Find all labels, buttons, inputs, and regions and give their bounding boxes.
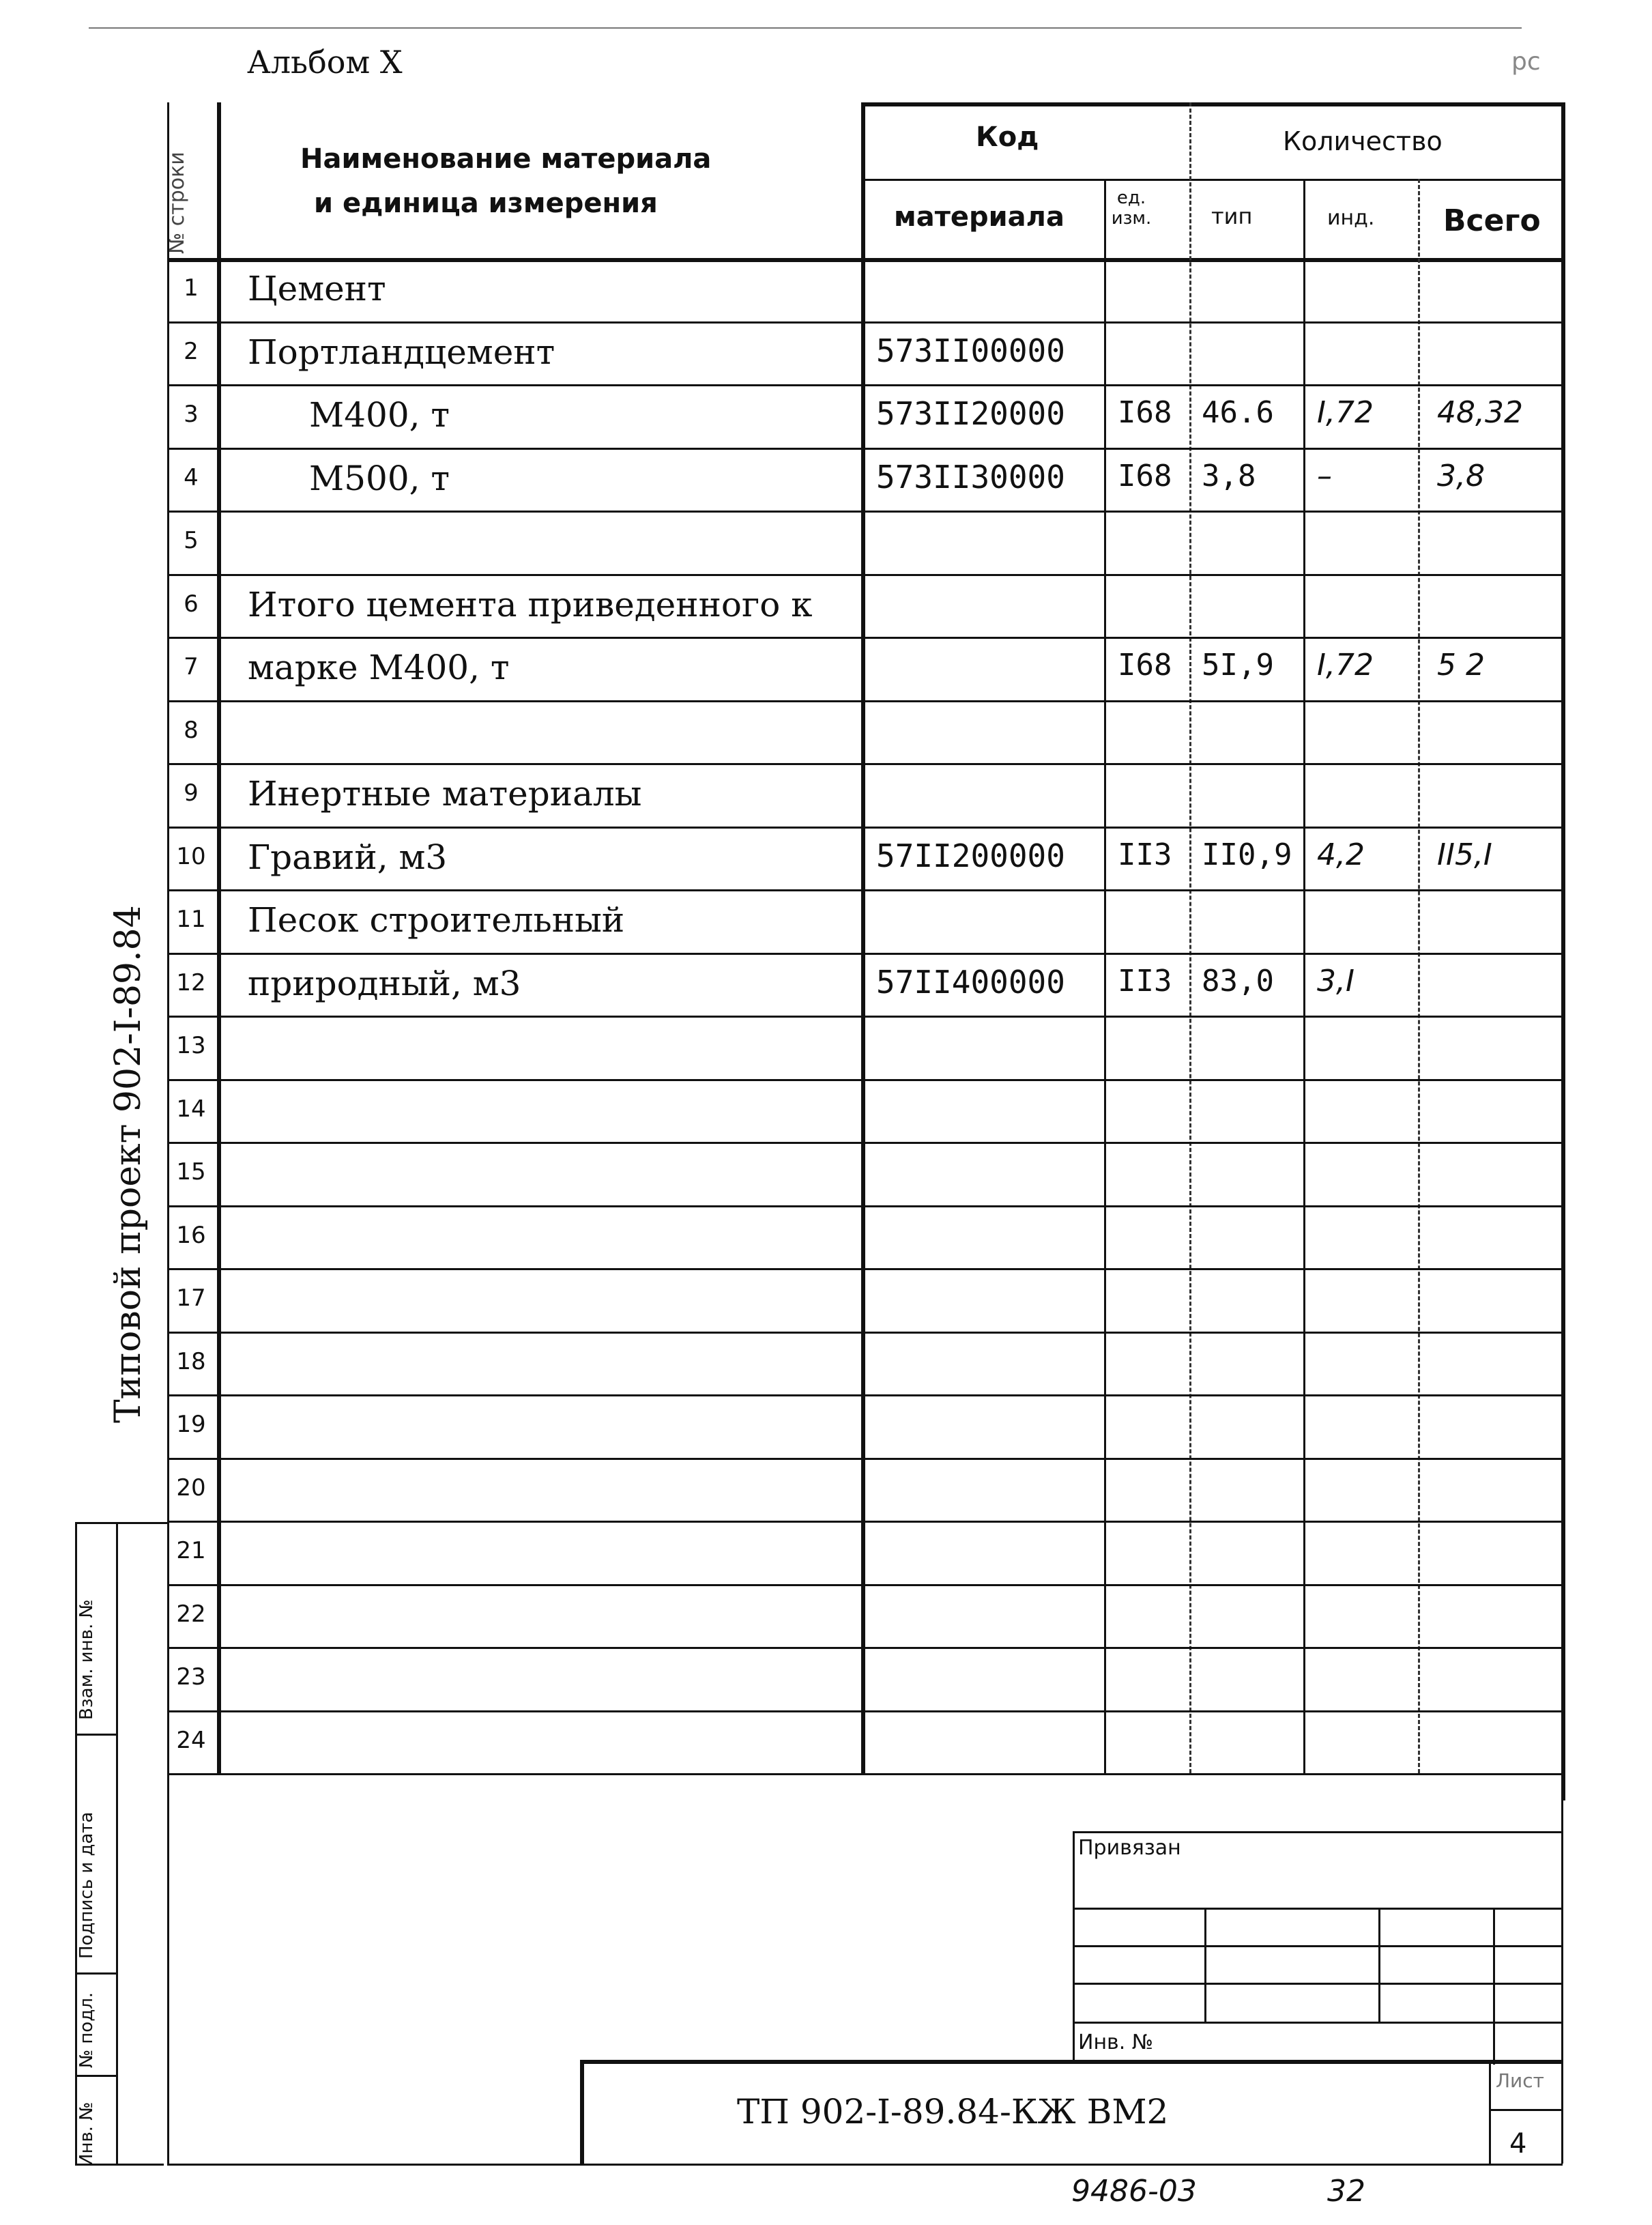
row-divider [167,827,1561,829]
header-row-col: № строки [165,152,189,254]
sheet-number-divider [1489,2109,1561,2111]
row-divider [167,700,1561,702]
row-divider [167,1142,1561,1144]
row-divider [167,1079,1561,1081]
material-code: 573II30000 [876,458,1065,496]
row-divider [167,953,1561,955]
material-name: природный, м3 [248,963,521,1003]
typ-column-line [1303,179,1305,1773]
qty-ind: 4,2 [1317,837,1365,872]
header-name-line2: и единица измерения [314,188,658,219]
margin-label-podpis: Подпись и дата [76,1811,97,1959]
qty-total: 3,8 [1437,458,1485,493]
margin-top-line [75,1522,167,1524]
row-number: 16 [176,1221,206,1249]
row-number: 6 [184,590,199,618]
qty-typ: 83,0 [1202,963,1274,999]
row-divider [167,511,1561,513]
stamp-top-line [1073,1831,1561,1833]
header-qty-group: Количество [1283,126,1443,156]
material-name: М400, т [309,395,450,435]
row-divider [167,1521,1561,1523]
title-block-top [580,2060,1561,2064]
unit-code: I68 [1118,458,1172,493]
top-trim-line [89,27,1522,29]
qty-total: 48,32 [1437,395,1523,430]
qty-ind: I,72 [1317,395,1374,430]
row-number: 2 [184,337,199,365]
qty-typ: 5I,9 [1202,648,1274,683]
qty-ind: – [1317,458,1332,493]
footer-archive-no: 9486-03 [1071,2174,1197,2209]
stamp-line [1073,1983,1561,1985]
margin-divider [75,1972,116,1975]
sheet-right-border [1561,1522,1563,2164]
row-number: 11 [176,906,206,933]
material-code: 57II200000 [876,837,1065,874]
stamp-col-line [1493,1908,1495,2065]
row-number: 5 [184,527,199,554]
row-divider [167,1773,1561,1775]
row-divider [167,1332,1561,1334]
row-divider [167,763,1561,765]
unit-code: II3 [1118,837,1172,872]
sheet-bottom-line [167,2164,1563,2166]
row-number: 7 [184,653,199,680]
margin-divider [75,2075,116,2077]
stamp-line [1073,2022,1561,2024]
unit-code: II3 [1118,963,1172,999]
row-divider [167,637,1561,639]
row-number: 15 [176,1158,206,1186]
row-number: 1 [184,274,199,302]
row-number: 20 [176,1474,206,1502]
material-name: марке М400, т [248,648,510,687]
stamp-line [1073,1908,1561,1910]
row-number: 12 [176,968,206,996]
row-divider [167,384,1561,386]
sheet-left-border [167,1522,169,2164]
row-number: 4 [184,463,199,491]
row-number: 9 [184,779,199,807]
header-name-line1: Наименование материала [300,143,712,175]
stamp-line [1073,1945,1561,1947]
row-divider [167,1268,1561,1270]
material-code: 573II20000 [876,395,1065,432]
row-divider [167,1394,1561,1396]
material-name: Песок строительный [248,900,625,940]
row-divider [167,1016,1561,1018]
material-name: М500, т [309,458,450,498]
material-code: 57II400000 [876,963,1065,1001]
material-name: Гравий, м3 [248,837,448,877]
row-divider [167,1647,1561,1649]
album-title: Альбом X [247,44,403,81]
row-number: 18 [176,1347,206,1375]
material-name: Инертные материалы [248,774,642,814]
corner-page-mark: pc [1511,48,1541,76]
header-mid-line [861,179,1561,181]
stamp-left-line [1073,1831,1075,2063]
row-number: 13 [176,1032,206,1059]
stamp-sheet-label: Лист [1496,2069,1544,2092]
qty-typ: 46.6 [1202,395,1274,430]
margin-bottom-line [75,2164,164,2166]
material-name: Итого цемента приведенного к [248,584,813,625]
row-number: 22 [176,1600,206,1628]
row-divider [167,1710,1561,1712]
header-qty-total: Всего [1443,203,1541,238]
row-divider [167,1205,1561,1207]
material-code: 573II00000 [876,332,1065,369]
qty-typ: 3,8 [1202,458,1256,493]
stamp-inv-no: Инв. № [1078,2030,1154,2054]
qty-total: 5 2 [1437,648,1485,683]
stamp-sheet-number: 4 [1509,2128,1527,2159]
side-project-text: Типовой проект 902-I-89.84 [108,905,149,1423]
qty-ind: 3,I [1317,963,1354,999]
margin-divider [75,1734,116,1736]
table-top-border-right [1104,102,1561,106]
stamp-col-line [1378,1908,1380,2024]
qty-typ: II0,9 [1202,837,1292,872]
row-divider [167,574,1561,576]
row-number: 8 [184,716,199,744]
margin-inner-line [116,1522,118,2164]
unit-code: I68 [1118,648,1172,683]
row-divider [167,321,1561,324]
row-number: 14 [176,1095,206,1123]
row-divider [167,889,1561,891]
row-divider [167,1458,1561,1460]
stamp-col-line [1204,1908,1206,2024]
header-code-group: Код [976,121,1039,153]
qty-ind: I,72 [1317,648,1374,683]
row-number: 24 [176,1726,206,1754]
row-number: 10 [176,842,206,870]
stamp-doc-code: ТП 902-I-89.84-КЖ ВМ2 [737,2092,1169,2131]
margin-label-podl: № подл. [76,1992,97,2068]
material-name: Цемент [248,269,386,308]
footer-page-no: 32 [1327,2174,1365,2209]
ind-column-line [1418,179,1420,1773]
row-divider [167,1584,1561,1586]
title-block-right-col [1489,2060,1491,2164]
stamp-privyazan: Привязан [1078,1836,1181,1860]
qty-total: II5,I [1437,837,1492,872]
row-number: 19 [176,1411,206,1438]
unit-code: I68 [1118,395,1172,430]
row-number: 3 [184,401,199,428]
header-qty-typ: тип [1211,203,1253,229]
title-block-left [580,2060,584,2164]
material-name: Портландцемент [248,332,555,372]
margin-label-vzam: Взам. инв. № [76,1599,97,1720]
margin-outer-line [75,1522,77,2164]
header-code-material: материала [894,201,1064,233]
code-column-line [1104,179,1106,1773]
row-number: 23 [176,1663,206,1691]
header-qty-ind: инд. [1327,206,1375,230]
row-number: 21 [176,1537,206,1564]
row-divider [167,448,1561,450]
header-code-unit: ед. изм. [1111,188,1152,229]
row-number: 17 [176,1284,206,1312]
margin-label-inv: Инв. № [76,2101,97,2167]
